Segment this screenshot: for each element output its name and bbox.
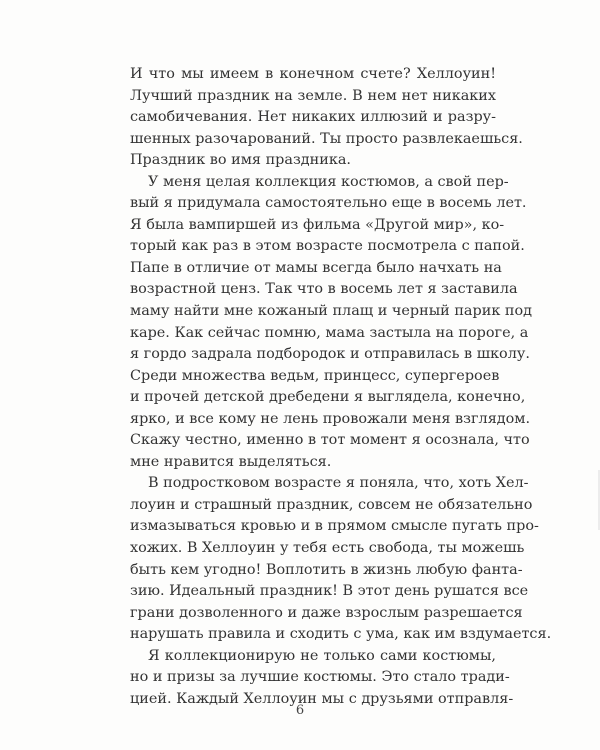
text-line: нарушать правила и сходить с ума, как им вздумается.	[130, 626, 552, 643]
text-line: и прочей детской дребедени я выглядела, конечно,	[130, 389, 526, 406]
text-line: Я была вампиршей из фильма «Другой мир», ко-	[130, 216, 505, 233]
text-line: быть кем угодно! Воплотить в жизнь любую фанта-	[130, 561, 523, 578]
text-line: лоуин и страшный праздник, совсем не обязательно	[130, 496, 533, 513]
text-line: Скажу честно, именно в тот момент я осознала, что	[130, 432, 530, 449]
text-line: самобичевания. Нет никаких иллюзий и разру-	[130, 109, 496, 126]
text-line: я гордо задрала подбородок и отправилась в школу.	[130, 346, 530, 363]
text-line: шенных разочарований. Ты просто развлекаешься.	[130, 130, 523, 147]
text-line: У меня целая коллекция костюмов, а свой пер-	[148, 173, 509, 190]
text-line: вый я придумала самостоятельно еще в восемь лет.	[130, 195, 527, 212]
text-line: И что мы имеем в конечном счете? Хеллоуин!	[130, 66, 496, 82]
page-number: 6	[295, 703, 305, 718]
text-line: цией. Каждый Хеллоуин мы с друзьями отправля-	[130, 690, 514, 707]
text-line: мне нравится выделяться.	[130, 453, 332, 470]
body-text	[130, 64, 552, 710]
text-line: Лучший праздник на земле. В нем нет никаких	[130, 87, 496, 104]
text-line: Праздник во имя праздника.	[130, 152, 352, 169]
text-line: хожих. В Хеллоуин у тебя есть свобода, ты можешь	[130, 540, 525, 557]
text-line: Я коллекционирую не только сами костюмы,	[148, 647, 496, 664]
text-line: маму найти мне кожаный плащ и черный парик под	[130, 303, 533, 320]
text-line: ярко, и все кому не лень провожали меня взглядом.	[130, 410, 531, 427]
text-line: каре. Как сейчас помню, мама застыла на пороге, а	[130, 324, 529, 341]
text-line: торый как раз в этом возрасте посмотрела с папой.	[130, 238, 525, 255]
text-line: возрастной ценз. Так что в восемь лет я заставила	[130, 281, 518, 298]
text-line: Среди множества ведьм, принцесс, супергероев	[130, 367, 500, 384]
text-line: грани дозволенного и даже взрослым разрешается	[130, 604, 523, 621]
text-line: В подростковом возрасте я поняла, что, хоть Хел-	[148, 475, 529, 492]
text-line: но и призы за лучшие костюмы. Это стало тради-	[130, 669, 510, 686]
text-line: Папе в отличие от мамы всегда было начхать на	[130, 259, 502, 276]
text-line: измазываться кровью и в прямом смысле пугать про-	[130, 518, 539, 535]
text-line: зию. Идеальный праздник! В этот день рушатся все	[130, 583, 529, 600]
